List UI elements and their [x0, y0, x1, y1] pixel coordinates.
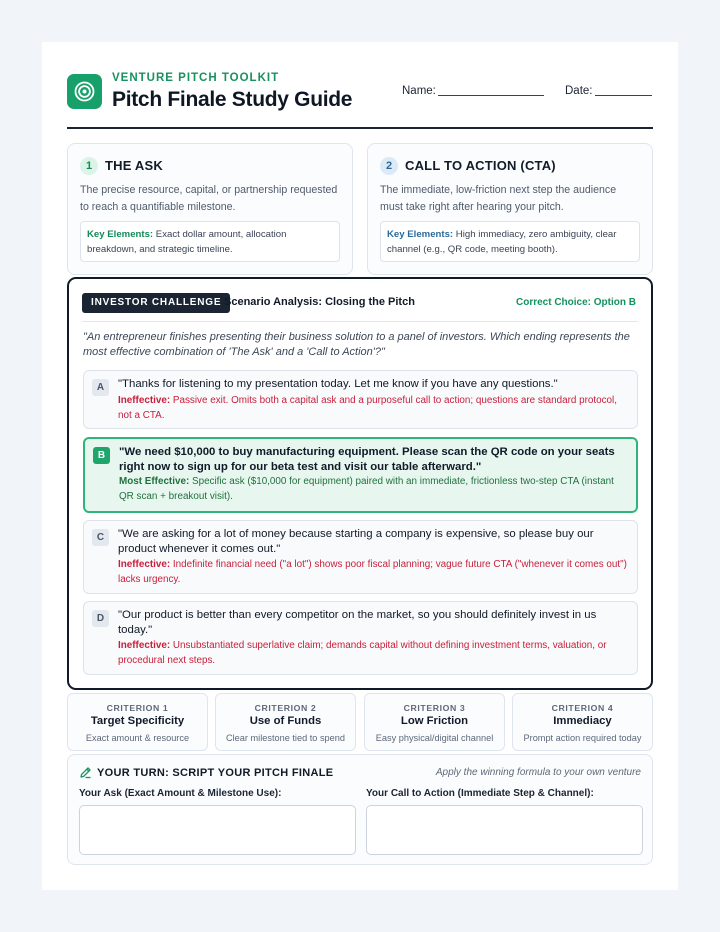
header-divider [67, 127, 653, 129]
pencil-icon [79, 766, 92, 779]
concept-card-cta [367, 143, 653, 275]
option-c[interactable] [83, 520, 638, 594]
scenario-title: Scenario Analysis: Closing the Pitch [224, 296, 415, 308]
option-feedback-text: Specific ask ($10,000 for equipment) paired with an immediate, frictionless two-step CTA (instant QR scan + breakout visit). [119, 476, 614, 502]
option-feedback-text: Indefinite financial need ("a lot") shows poor fiscal planning; vague future CTA ("whenever it comes out") lacks urgency. [118, 559, 627, 585]
option-feedback [118, 558, 630, 587]
key-elements-label: Key Elements: [387, 229, 454, 240]
concept-title: CALL TO ACTION (CTA) [405, 158, 556, 173]
criterion-description: Exact amount & resource [85, 733, 190, 743]
criterion-title: Immediacy [553, 715, 612, 727]
concept-description: The precise resource, capital, or partnership requested to reach a quantifiable milestone. [80, 184, 338, 213]
challenge-badge: INVESTOR CHALLENGE [82, 293, 230, 313]
option-feedback [118, 639, 630, 668]
challenge-divider [82, 321, 638, 322]
option-verdict: Ineffective: [118, 395, 171, 406]
criterion-description: Clear milestone tied to spend [226, 733, 345, 743]
name-label: Name: [402, 85, 436, 97]
scenario-question: "An entrepreneur finishes presenting their business solution to a panel of investors. Which ending represents the most effective combination of 'The Ask' and a 'Call to Action'?" [83, 331, 630, 358]
cta-label: Your Call to Action (Immediate Step & Channel): [366, 788, 594, 799]
investor-challenge-panel [67, 277, 653, 690]
option-verdict: Ineffective: [118, 559, 171, 570]
option-feedback [119, 475, 631, 504]
option-letter: B [93, 447, 110, 464]
option-quote: "We are asking for a lot of money because starting a company is expensive, so please buy our product whenever it comes out." [118, 528, 594, 555]
option-letter: A [92, 379, 109, 396]
criterion-description: Easy physical/digital channel [375, 733, 494, 743]
ask-input[interactable] [79, 805, 356, 855]
your-turn-hint: Apply the winning formula to your own venture [435, 767, 641, 778]
date-label: Date: [565, 85, 593, 97]
option-feedback-text: Passive exit. Omits both a capital ask and a purposeful call to action; questions are standard protocol, not a CTA. [118, 395, 617, 421]
option-quote: "Our product is better than every competitor on the market, so you should definitely invest in us today." [118, 609, 597, 636]
concept-number: 1 [80, 157, 98, 175]
option-feedback-text: Unsubstantiated superlative claim; demands capital without defining investment terms, valuation, or procedural next steps. [118, 640, 607, 666]
option-d[interactable] [83, 601, 638, 675]
criterion-number: CRITERION 2 [254, 703, 317, 713]
your-turn-title: YOUR TURN: SCRIPT YOUR PITCH FINALE [97, 767, 334, 779]
criterion-title: Target Specificity [90, 715, 185, 727]
option-b[interactable] [83, 437, 638, 513]
key-elements-box [380, 221, 640, 262]
criterion-card [364, 693, 505, 751]
concept-card-ask [67, 143, 353, 275]
criterion-card [512, 693, 653, 751]
key-elements-box [80, 221, 340, 262]
option-feedback [118, 394, 630, 423]
date-field[interactable] [595, 95, 652, 96]
criterion-card [215, 693, 356, 751]
option-verdict: Ineffective: [118, 640, 171, 651]
concept-title: THE ASK [105, 158, 163, 173]
criterion-description: Prompt action required today [523, 733, 642, 743]
correct-choice-label: Correct Choice: Option B [515, 297, 636, 308]
criterion-card [67, 693, 208, 751]
key-elements-text: Exact dollar amount, allocation breakdown, and strategic timeline. [87, 229, 287, 255]
name-field[interactable] [438, 95, 544, 96]
criterion-number: CRITERION 3 [403, 703, 466, 713]
option-a[interactable] [83, 370, 638, 429]
option-verdict: Most Effective: [119, 476, 190, 487]
cta-input[interactable] [366, 805, 643, 855]
key-elements-text: High immediacy, zero ambiguity, clear channel (e.g., QR code, meeting booth). [387, 229, 617, 255]
target-icon [67, 74, 102, 109]
concept-description: The immediate, low-friction next step the audience must take right after hearing your pitch. [380, 184, 617, 213]
page-title: Pitch Finale Study Guide [112, 88, 353, 111]
criterion-number: CRITERION 4 [551, 703, 614, 713]
option-letter: C [92, 529, 109, 546]
concept-number: 2 [380, 157, 398, 175]
option-quote: "We need $10,000 to buy manufacturing equipment. Please scan the QR code on your seats right now to sign up for our beta test and visit our table afterward." [119, 446, 615, 473]
criterion-number: CRITERION 1 [106, 703, 169, 713]
worksheet-page [42, 42, 678, 890]
option-quote: "Thanks for listening to my presentation today. Let me know if you have any questions." [118, 378, 558, 390]
option-letter: D [92, 610, 109, 627]
key-elements-label: Key Elements: [87, 229, 154, 240]
criterion-title: Low Friction [400, 715, 469, 727]
ask-label: Your Ask (Exact Amount & Milestone Use): [79, 788, 282, 799]
toolkit-kicker: VENTURE PITCH TOOLKIT [112, 72, 280, 84]
your-turn-section [67, 754, 653, 865]
criterion-title: Use of Funds [249, 715, 322, 727]
